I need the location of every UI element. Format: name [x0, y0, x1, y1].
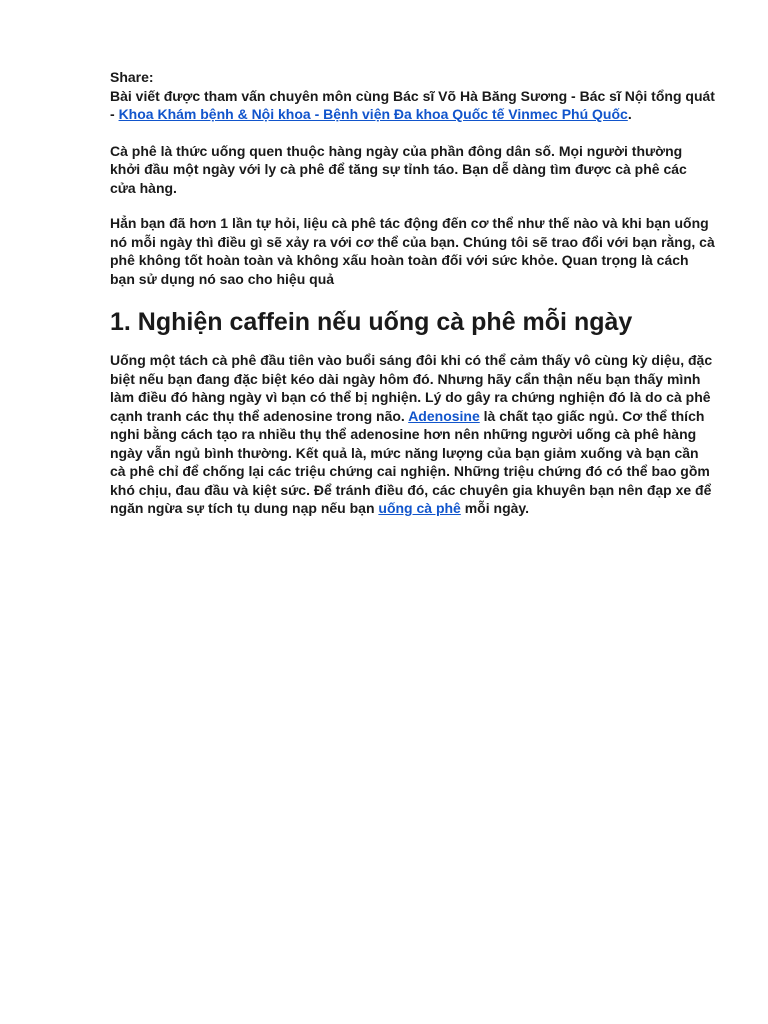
drink-coffee-link[interactable]: uống cà phê — [378, 500, 461, 516]
section-heading: 1. Nghiện caffein nếu uống cà phê mỗi ngày — [110, 308, 633, 336]
share-label: Share: — [110, 69, 154, 85]
department-link[interactable]: Khoa Khám bệnh & Nội khoa - Bệnh viện Đa khoa Quốc tế Vinmec Phú Quốc — [118, 106, 628, 122]
article — [110, 68, 716, 535]
adenosine-link[interactable]: Adenosine — [408, 407, 480, 424]
paragraph-coffee-effects: Hẳn bạn đã hơn 1 lần tự hỏi, liệu cà phê tác động đến cơ thể như thế nào và khi bạn uống nó mỗi ngày thì điều gì sẽ xảy ra với cơ thể của bạn. Chúng tôi sẽ trao đổi với bạn rằng, cà phê không tốt hoàn toàn và không xấu hoàn toàn đối với sức khỏe. Quan trọng là cách bạn sử dụng nó sao cho hiệu quả — [110, 215, 715, 287]
section-text-3: mỗi ngày. — [460, 500, 530, 516]
intro-paragraph — [110, 68, 716, 124]
section-paragraph — [110, 351, 716, 518]
intro-period: . — [627, 106, 632, 122]
section-text-1: Uống một tách cà phê đầu tiên vào buổi sáng đôi khi có thể cảm thấy vô cùng kỳ diệu, đặc biệt nếu bạn đang đặc biệt kéo dài ngày hôm đó. Nhưng hãy cẩn thận nếu bạn thấy mình làm điều đó hàng ngày vì bạn có thể bị nghiện. Lý do gây ra chứng nghiện đó là do cà phê cạnh tranh các thụ thể adenosine trong não. — [110, 352, 713, 424]
section-text-2: là chất tạo giấc ngủ. Cơ thể thích nghi bằng cách tạo ra nhiều thụ thể adenosine hơn nên những người uống cà phê hàng ngày vẫn ngủ bình thường. Kết quả là, mức năng lượng của bạn giảm xuống và bạn cần cà phê chỉ để chống lại các triệu chứng cai nghiện. Những triệu chứng đó có thể bao gồm khó chịu, đau đầu và kiệt sức. Để tránh điều đó, các chuyên gia khuyên bạn nên đạp xe để ngăn ngừa sự tích tụ dung nạp nếu bạn — [110, 407, 712, 516]
paragraph-coffee-habit: Cà phê là thức uống quen thuộc hàng ngày của phần đông dân số. Mọi người thường khởi đầu một ngày với ly cà phê để tăng sự tỉnh táo. Bạn dễ dàng tìm được cà phê các cửa hàng. — [110, 142, 687, 196]
intro-text: Bài viết được tham vấn chuyên môn cùng Bác sĩ Võ Hà Băng Sương - Bác sĩ Nội tổng quát - — [110, 87, 715, 122]
